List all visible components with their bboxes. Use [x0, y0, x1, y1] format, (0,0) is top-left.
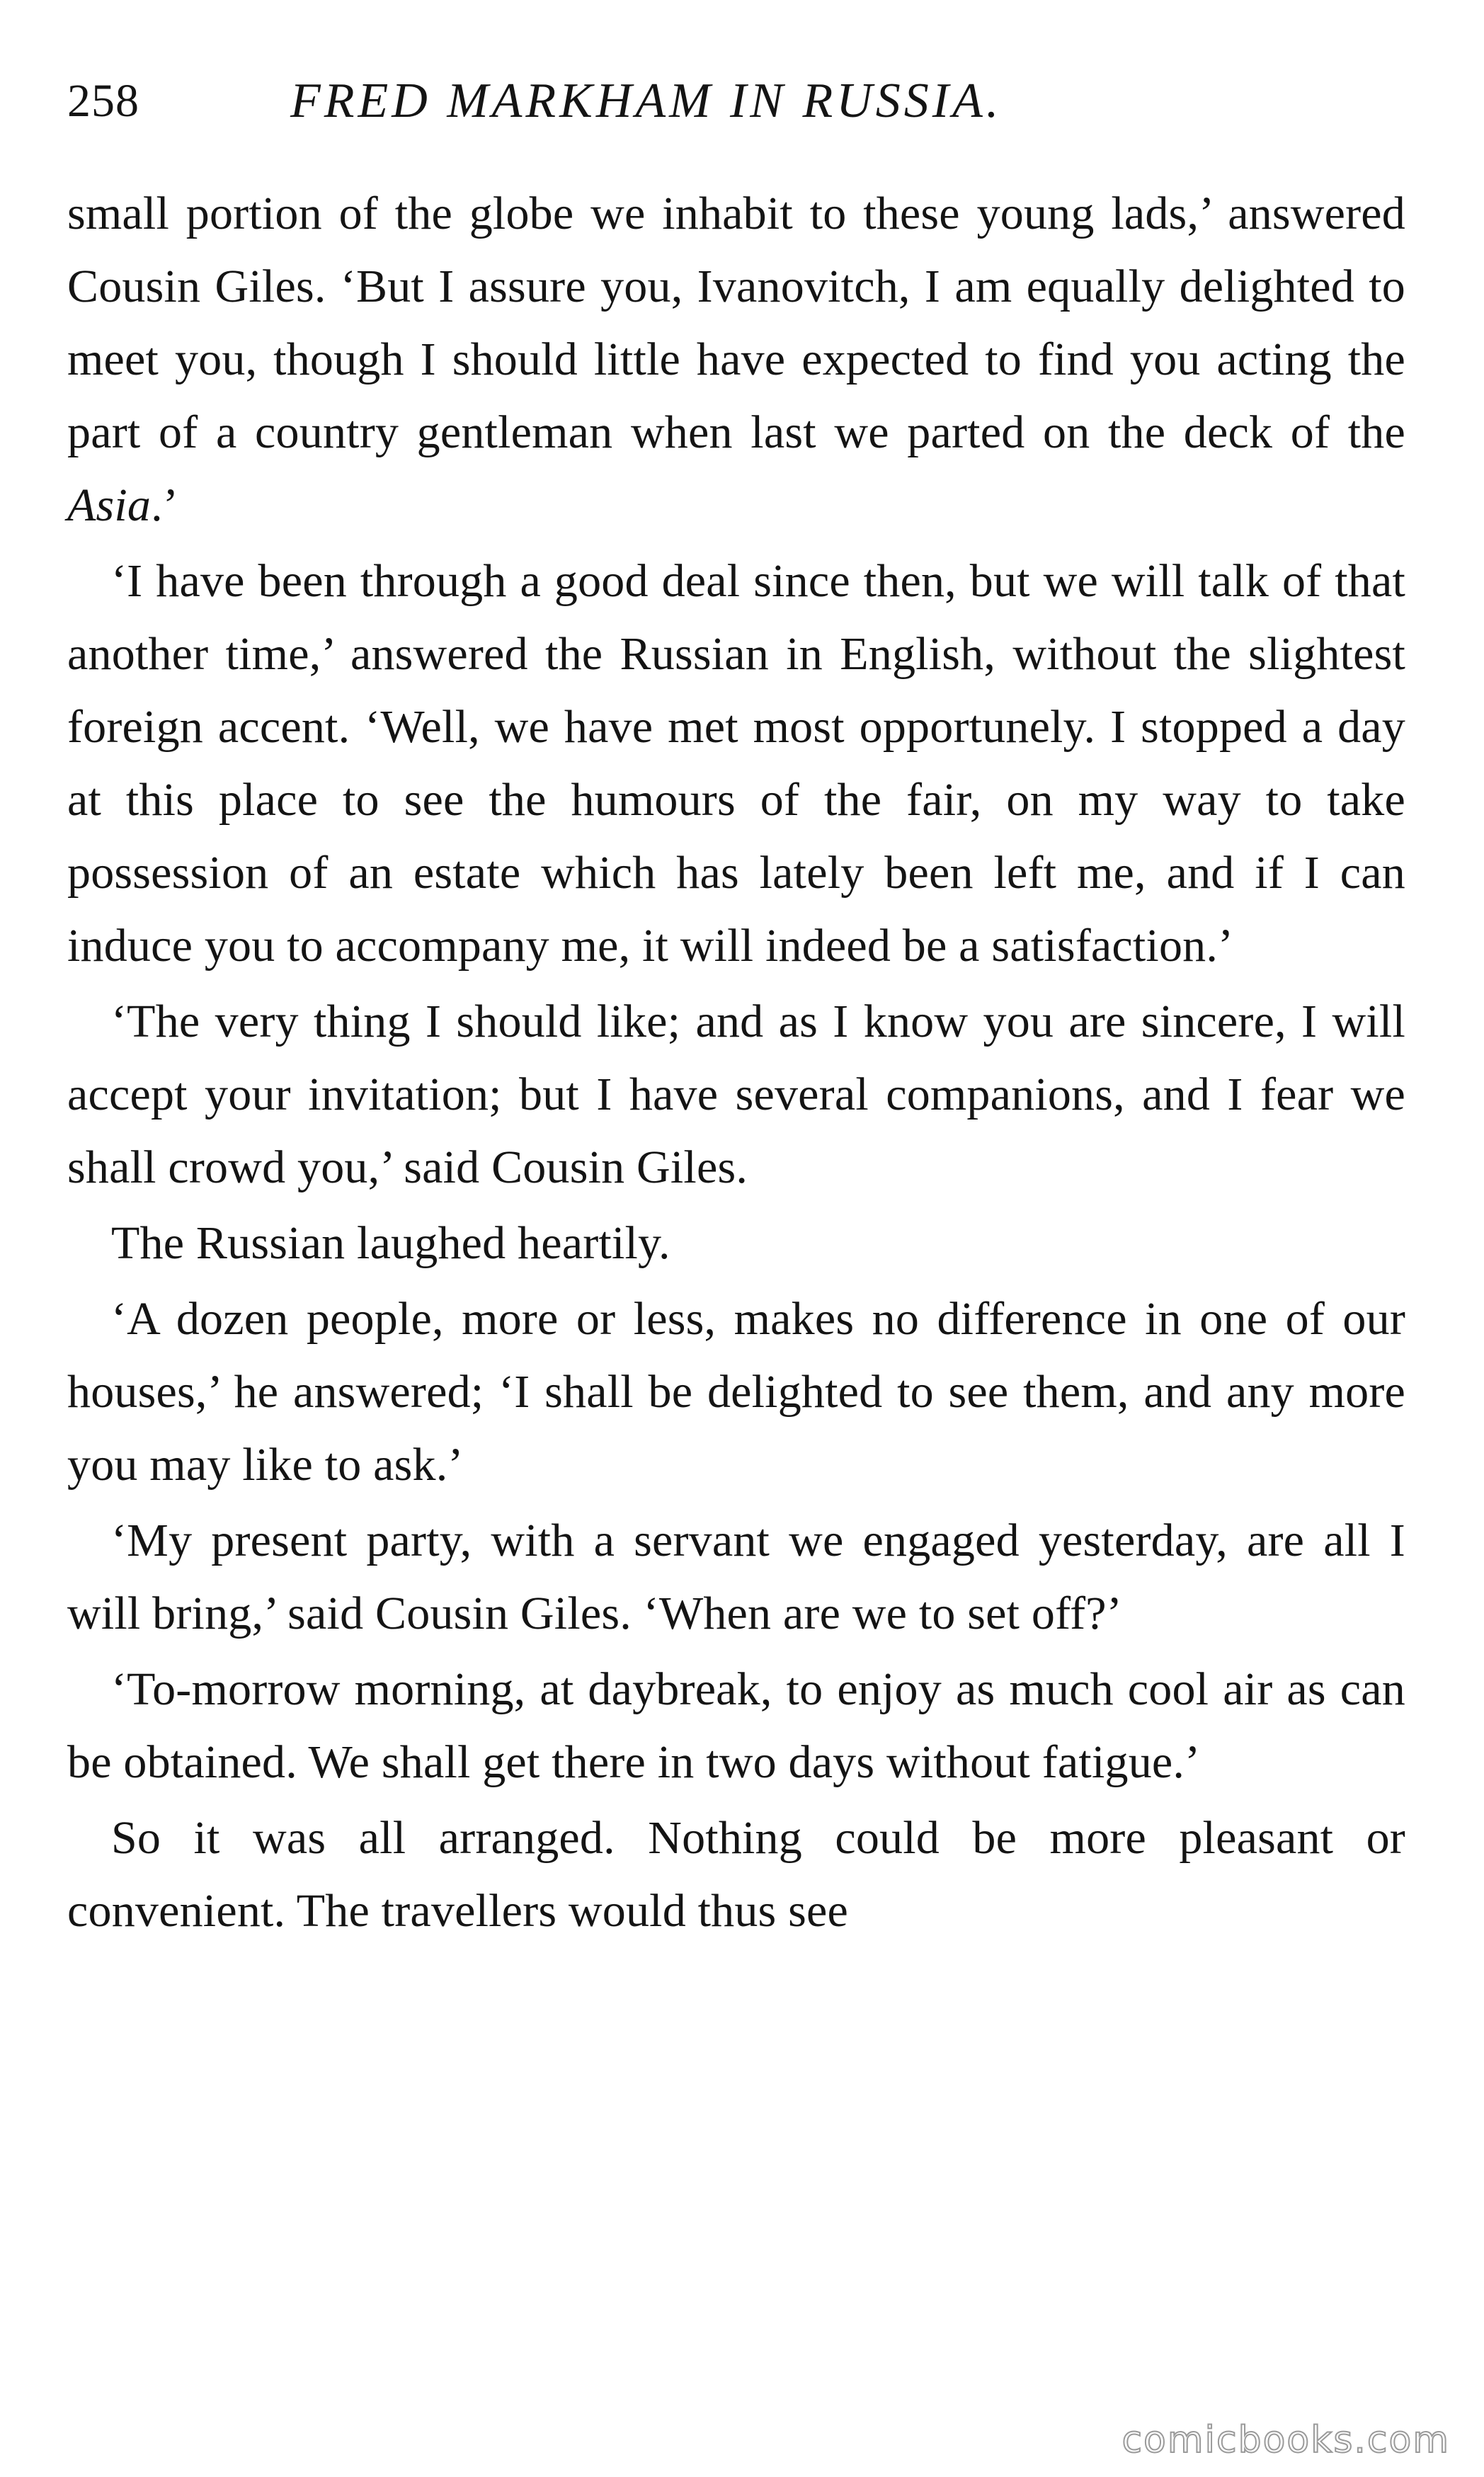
paragraph: ‘My present party, with a servant we engaged yesterday, are all I will bring,’ said Cousin Giles. ‘When are we to set off?’ [67, 1515, 1405, 1639]
ship-name: Asia [67, 479, 152, 531]
running-title: FRED MARKHAM IN RUSSIA. [290, 74, 1003, 128]
paragraph: So it was all arranged. Nothing could be more pleasant or convenient. The travellers would thus see [67, 1812, 1405, 1937]
body-text [67, 177, 1405, 1947]
paragraph: ‘A dozen people, more or less, makes no difference in one of our houses,’ he answered; ‘I shall be delighted to see them, and any more you may like to ask.’ [67, 1293, 1405, 1491]
paragraph: ‘The very thing I should like; and as I know you are sincere, I will accept your invitation; but I have several companions, and I fear we shall crowd you,’ said Cousin Giles. [67, 996, 1405, 1193]
paragraph: The Russian laughed heartily. [111, 1217, 670, 1269]
watermark: comicbooks.com [1121, 2419, 1450, 2461]
paragraph: ‘I have been through a good deal since then, but we will talk of that another time,’ answered the Russian in English, without the slightest foreign accent. ‘Well, we have met most opportunely. I stopped a day at this place to see the humours of the fair, on my way to take possession of an estate which has lately been left me, and if I can induce you to accompany me, it will indeed be a satisfaction.’ [67, 555, 1405, 972]
page-number: 258 [67, 75, 139, 127]
page-header [67, 62, 1412, 140]
paragraph: ‘To-morrow morning, at daybreak, to enjoy as much cool air as can be obtained. We shall get there in two days without fatigue.’ [67, 1663, 1405, 1788]
paragraph-continuation: small portion of the globe we inhabit to these young lads,’ answered Cousin Giles. ‘But I assure you, Ivanovitch, I am equally delighted to meet you, though I should little have expected to find you acting the part of a country gentleman when last we parted on the deck of the Asia.’ [67, 188, 1405, 531]
